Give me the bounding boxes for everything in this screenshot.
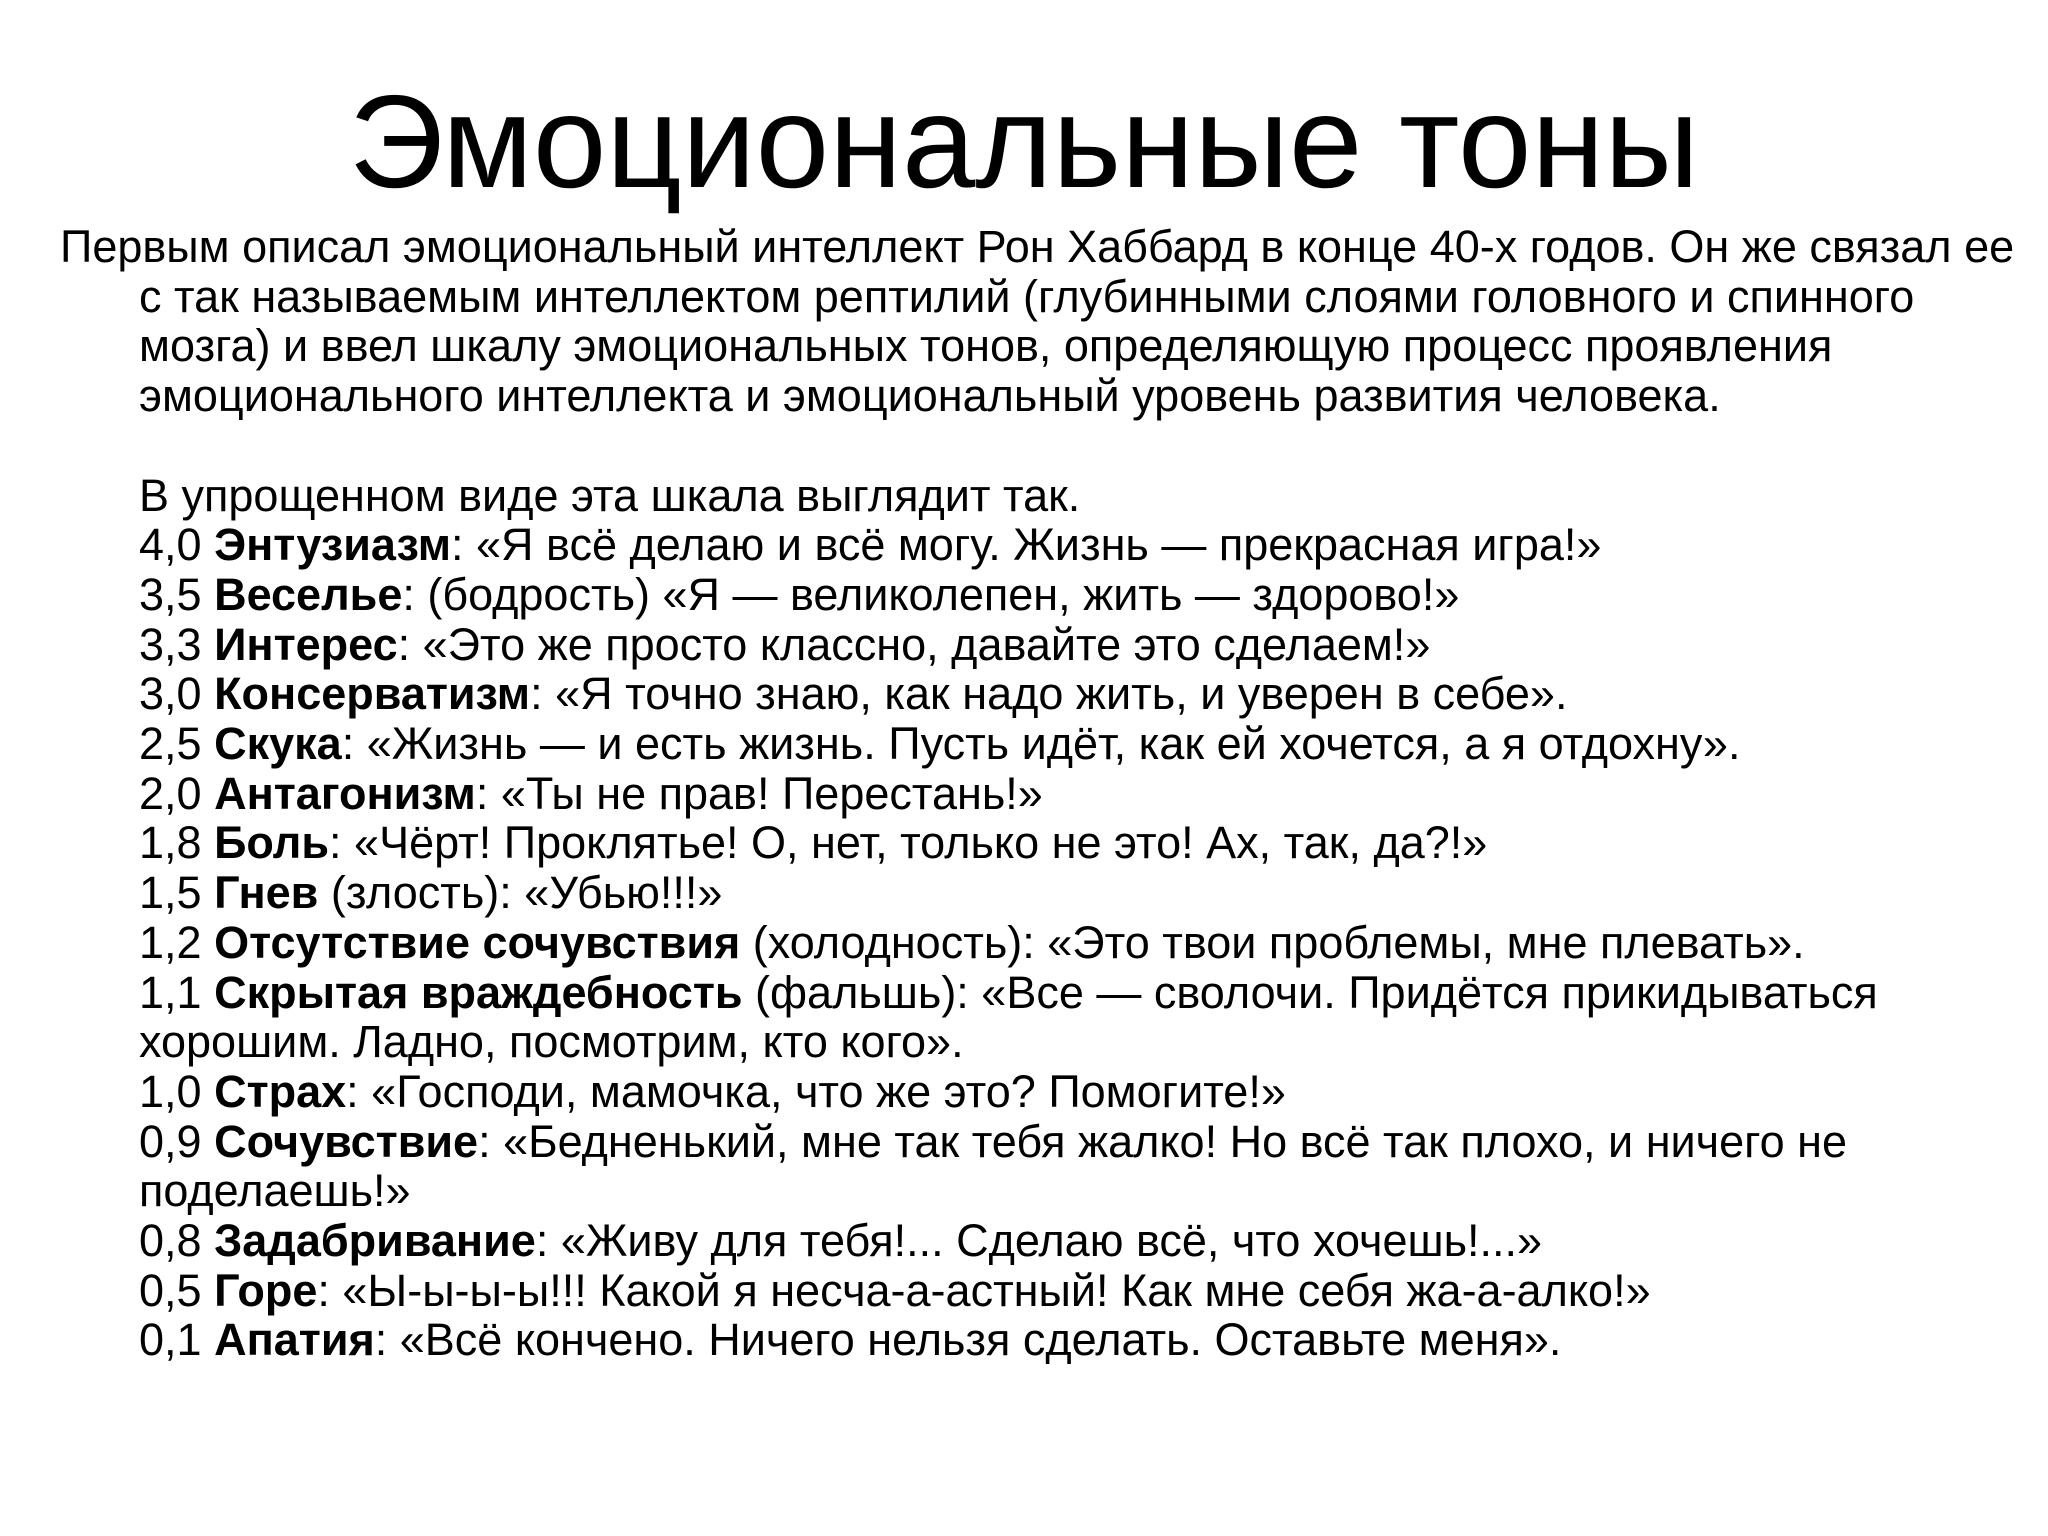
tone-description: (холодность): «Это твои проблемы, мне плевать».	[740, 916, 1805, 968]
tone-description: : «Бедненький, мне так тебя жалко! Но всё так плохо, и ничего не поделаешь!»	[139, 1115, 1847, 1217]
tone-description: : «Чёрт! Проклятье! О, нет, только не это! Ах, так, да?!»	[329, 817, 1488, 869]
tone-value: 2,0	[139, 767, 202, 819]
tone-description: : «Господи, мамочка, что же это? Помогите!»	[346, 1065, 1286, 1117]
tone-name: Энтузиазм	[214, 519, 452, 571]
tone-value: 0,5	[139, 1264, 202, 1316]
tone-row	[139, 1315, 2045, 1365]
tone-name: Гнев	[214, 867, 319, 919]
tone-value: 3,0	[139, 668, 202, 720]
tone-name: Отсутствие сочувствия	[214, 916, 741, 968]
tone-name: Горе	[214, 1264, 318, 1316]
tone-value: 2,5	[139, 718, 202, 770]
tone-row	[139, 918, 2045, 968]
tone-value: 4,0	[139, 519, 202, 571]
tone-description: : «Ы-ы-ы-ы!!! Какой я несча-а-астный! Как мне себя жа-а-алко!»	[317, 1264, 1651, 1316]
tone-name: Антагонизм	[214, 767, 476, 819]
tone-name: Интерес	[214, 618, 398, 670]
tone-name: Сочувствие	[214, 1115, 479, 1167]
intro-paragraph: Первым описал эмоциональный интеллект Рон Хаббард в конце 40-х годов. Он же связал ее с так называемым интеллектом рептилий (глубинными слоями головного и спинного мозга) и ввел шкалу эмоциональных тонов, определяющую процесс проявления эмоционального интеллекта и эмоциональный уровень развития человека.	[60, 221, 2015, 422]
tone-description: : «Всё кончено. Ничего нельзя сделать. Оставьте меня».	[374, 1314, 1562, 1366]
tone-row	[139, 520, 2045, 570]
tone-name: Задабривание	[214, 1215, 536, 1267]
tone-value: 1,2	[139, 916, 202, 968]
slide-body	[60, 222, 2045, 1365]
tone-row	[139, 868, 2045, 918]
tone-list	[139, 520, 2045, 1365]
tone-value: 1,0	[139, 1065, 202, 1117]
tone-name: Апатия	[214, 1314, 375, 1366]
tone-row	[139, 669, 2045, 719]
tone-description: (фальшь): «Все — сволочи. Придётся прикидываться хорошим. Ладно, посмотрим, кто кого».	[139, 966, 1878, 1068]
tone-row	[139, 968, 2045, 1067]
tone-value: 1,5	[139, 867, 202, 919]
tone-name: Скука	[214, 718, 342, 770]
tone-description: (злость): «Убью!!!»	[318, 867, 723, 919]
tone-name: Консерватизм	[214, 668, 531, 720]
tone-row	[139, 1266, 2045, 1316]
paragraph-spacer	[60, 421, 2045, 471]
tone-row	[139, 719, 2045, 769]
tone-row	[139, 1067, 2045, 1117]
tone-row	[139, 1216, 2045, 1266]
tone-value: 0,9	[139, 1115, 202, 1167]
tone-description: : «Я всё делаю и всё могу. Жизнь — прекрасная игра!»	[451, 519, 1602, 571]
tone-description: : «Это же просто классно, давайте это сделаем!»	[397, 618, 1431, 670]
tone-description: : «Я точно знаю, как надо жить, и уверен в себе».	[530, 668, 1568, 720]
tone-name: Веселье	[214, 568, 403, 620]
tone-description: : «Живу для тебя!... Сделаю всё, что хочешь!...»	[535, 1215, 1543, 1267]
tone-row	[139, 1117, 2045, 1216]
tone-value: 0,1	[139, 1314, 202, 1366]
tone-name: Скрытая враждебность	[214, 966, 743, 1018]
tone-value: 3,5	[139, 568, 202, 620]
tone-name: Боль	[214, 817, 330, 869]
tone-value: 3,3	[139, 618, 202, 670]
tone-value: 0,8	[139, 1215, 202, 1267]
tone-row	[139, 570, 2045, 620]
scale-intro: В упрощенном виде эта шкала выглядит так.	[139, 469, 1081, 521]
tone-row	[139, 818, 2045, 868]
tone-value: 1,1	[139, 966, 202, 1018]
tone-scale	[60, 471, 2045, 1366]
tone-description: : «Жизнь — и есть жизнь. Пусть идёт, как ей хочется, а я отдохну».	[341, 718, 1741, 770]
tone-row	[139, 620, 2045, 670]
tone-description: : (бодрость) «Я — великолепен, жить — здорово!»	[402, 568, 1460, 620]
tone-value: 1,8	[139, 817, 202, 869]
slide-title: Эмоциональные тоны	[348, 68, 1700, 215]
tone-row	[139, 769, 2045, 819]
tone-description: : «Ты не прав! Перестань!»	[475, 767, 1043, 819]
tone-name: Страх	[214, 1065, 347, 1117]
